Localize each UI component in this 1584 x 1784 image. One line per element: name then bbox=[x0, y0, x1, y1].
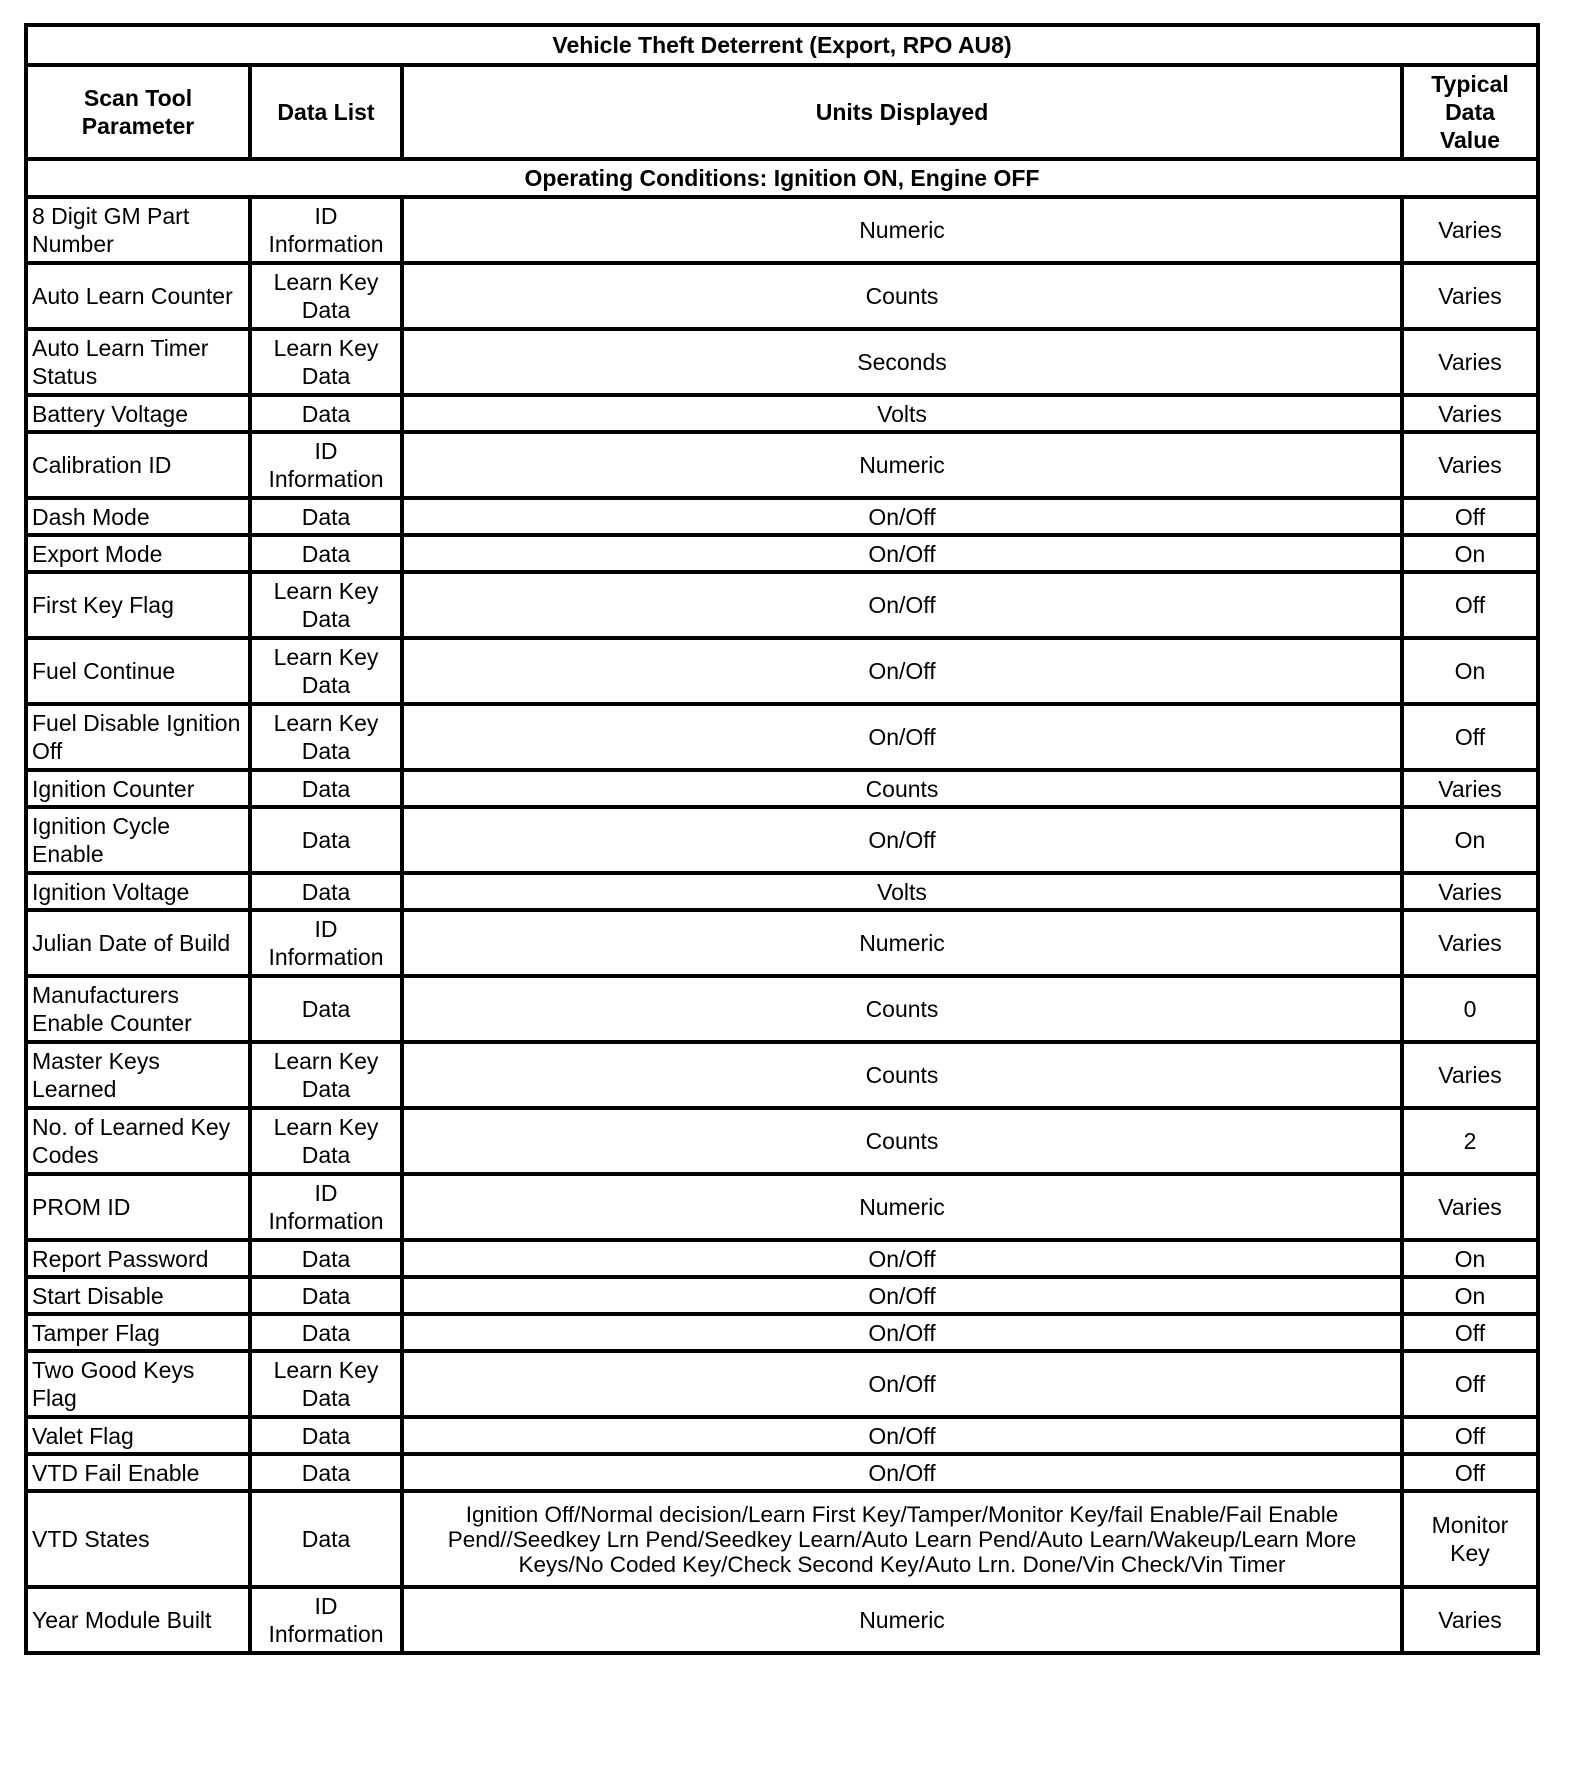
cell-parameter: 8 Digit GM Part Number bbox=[26, 197, 250, 263]
cell-units: On/Off bbox=[402, 498, 1402, 535]
cell-parameter: VTD Fail Enable bbox=[26, 1454, 250, 1491]
cell-data-list: Data bbox=[250, 1454, 402, 1491]
cell-units: Counts bbox=[402, 770, 1402, 807]
cell-data-list: Data bbox=[250, 976, 402, 1042]
table-row bbox=[26, 197, 1538, 263]
table-row bbox=[26, 1042, 1538, 1108]
cell-typical: Off bbox=[1402, 1351, 1538, 1417]
cell-data-list: Data bbox=[250, 1240, 402, 1277]
cell-parameter: Master Keys Learned bbox=[26, 1042, 250, 1108]
cell-parameter: Year Module Built bbox=[26, 1587, 250, 1653]
cell-parameter: Auto Learn Counter bbox=[26, 263, 250, 329]
cell-typical: Varies bbox=[1402, 1587, 1538, 1653]
cell-typical: On bbox=[1402, 1277, 1538, 1314]
cell-data-list: ID Information bbox=[250, 1174, 402, 1240]
cell-data-list: Learn Key Data bbox=[250, 263, 402, 329]
cell-units: On/Off bbox=[402, 572, 1402, 638]
table-row bbox=[26, 807, 1538, 873]
header-row bbox=[26, 65, 1538, 159]
cell-units: Counts bbox=[402, 1042, 1402, 1108]
table-row bbox=[26, 498, 1538, 535]
cell-data-list: ID Information bbox=[250, 910, 402, 976]
cell-parameter: Julian Date of Build bbox=[26, 910, 250, 976]
cell-parameter: Two Good Keys Flag bbox=[26, 1351, 250, 1417]
cell-parameter: Report Password bbox=[26, 1240, 250, 1277]
table-row bbox=[26, 329, 1538, 395]
cell-typical: Off bbox=[1402, 498, 1538, 535]
header-typical: Typical Data Value bbox=[1402, 65, 1538, 159]
table-row bbox=[26, 1174, 1538, 1240]
header-units: Units Displayed bbox=[402, 65, 1402, 159]
cell-parameter: Ignition Cycle Enable bbox=[26, 807, 250, 873]
cell-data-list: Data bbox=[250, 770, 402, 807]
table-row bbox=[26, 1454, 1538, 1491]
cell-typical: Off bbox=[1402, 1454, 1538, 1491]
cell-units: On/Off bbox=[402, 1240, 1402, 1277]
table-body bbox=[26, 197, 1538, 1653]
vtd-scan-tool-data-table bbox=[24, 23, 1540, 1655]
cell-data-list: Learn Key Data bbox=[250, 1108, 402, 1174]
cell-typical: Varies bbox=[1402, 432, 1538, 498]
cell-data-list: Data bbox=[250, 1417, 402, 1454]
cell-units: On/Off bbox=[402, 1277, 1402, 1314]
table-row bbox=[26, 263, 1538, 329]
cell-typical: 2 bbox=[1402, 1108, 1538, 1174]
table-row bbox=[26, 976, 1538, 1042]
cell-data-list: Data bbox=[250, 1314, 402, 1351]
table-row bbox=[26, 638, 1538, 704]
cell-typical: Varies bbox=[1402, 197, 1538, 263]
cell-typical: On bbox=[1402, 1240, 1538, 1277]
cell-units: On/Off bbox=[402, 535, 1402, 572]
cell-units: Counts bbox=[402, 976, 1402, 1042]
table-row bbox=[26, 535, 1538, 572]
cell-units: On/Off bbox=[402, 1351, 1402, 1417]
cell-parameter: PROM ID bbox=[26, 1174, 250, 1240]
cell-typical: Varies bbox=[1402, 910, 1538, 976]
cell-units: Counts bbox=[402, 263, 1402, 329]
cell-parameter: Ignition Voltage bbox=[26, 873, 250, 910]
cell-units: Numeric bbox=[402, 432, 1402, 498]
cell-typical: Varies bbox=[1402, 1174, 1538, 1240]
cell-parameter: Auto Learn Timer Status bbox=[26, 329, 250, 395]
table-row bbox=[26, 395, 1538, 432]
cell-typical: Off bbox=[1402, 1417, 1538, 1454]
cell-data-list: Learn Key Data bbox=[250, 572, 402, 638]
table-row bbox=[26, 1491, 1538, 1587]
cell-units: On/Off bbox=[402, 1314, 1402, 1351]
cell-parameter: Battery Voltage bbox=[26, 395, 250, 432]
cell-data-list: Data bbox=[250, 873, 402, 910]
table-row bbox=[26, 1277, 1538, 1314]
cell-units: On/Off bbox=[402, 638, 1402, 704]
table-row bbox=[26, 1351, 1538, 1417]
table-title: Vehicle Theft Deterrent (Export, RPO AU8) bbox=[26, 25, 1538, 65]
cell-data-list: Data bbox=[250, 498, 402, 535]
cell-units: Volts bbox=[402, 395, 1402, 432]
cell-typical: Varies bbox=[1402, 1042, 1538, 1108]
cell-parameter: First Key Flag bbox=[26, 572, 250, 638]
cell-parameter: Valet Flag bbox=[26, 1417, 250, 1454]
table-row bbox=[26, 1417, 1538, 1454]
cell-data-list: Data bbox=[250, 1277, 402, 1314]
cell-data-list: ID Information bbox=[250, 432, 402, 498]
cell-units: Numeric bbox=[402, 1174, 1402, 1240]
cell-parameter: Export Mode bbox=[26, 535, 250, 572]
cell-data-list: Learn Key Data bbox=[250, 1351, 402, 1417]
cell-typical: Varies bbox=[1402, 395, 1538, 432]
cell-parameter: Manufacturers Enable Counter bbox=[26, 976, 250, 1042]
cell-data-list: ID Information bbox=[250, 1587, 402, 1653]
cell-data-list: Learn Key Data bbox=[250, 329, 402, 395]
cell-data-list: Data bbox=[250, 1491, 402, 1587]
cell-data-list: ID Information bbox=[250, 197, 402, 263]
table-row bbox=[26, 572, 1538, 638]
cell-data-list: Learn Key Data bbox=[250, 704, 402, 770]
cell-units: On/Off bbox=[402, 1417, 1402, 1454]
cell-data-list: Learn Key Data bbox=[250, 638, 402, 704]
cell-units: Volts bbox=[402, 873, 1402, 910]
table-row bbox=[26, 704, 1538, 770]
table-row bbox=[26, 432, 1538, 498]
cell-typical: Off bbox=[1402, 1314, 1538, 1351]
cell-units: Numeric bbox=[402, 910, 1402, 976]
cell-units: Counts bbox=[402, 1108, 1402, 1174]
cell-typical: Varies bbox=[1402, 263, 1538, 329]
header-data-list: Data List bbox=[250, 65, 402, 159]
table-row bbox=[26, 770, 1538, 807]
table-row bbox=[26, 1587, 1538, 1653]
table-row bbox=[26, 1108, 1538, 1174]
operating-conditions: Operating Conditions: Ignition ON, Engine OFF bbox=[26, 159, 1538, 197]
cell-data-list: Data bbox=[250, 395, 402, 432]
cell-parameter: Dash Mode bbox=[26, 498, 250, 535]
cell-units: On/Off bbox=[402, 807, 1402, 873]
cell-parameter: No. of Learned Key Codes bbox=[26, 1108, 250, 1174]
cell-typical: Varies bbox=[1402, 329, 1538, 395]
cell-parameter: Fuel Continue bbox=[26, 638, 250, 704]
cell-units: Ignition Off/Normal decision/Learn First Key/Tamper/Monitor Key/fail Enable/Fail Enable Pend//Seedkey Lrn Pend/Seedkey Learn/Auto Learn Pend/Auto Learn/Wakeup/Learn More Keys/No Coded Key/Check Second Key/Auto Lrn. Done/Vin Check/Vin Timer bbox=[402, 1491, 1402, 1587]
table-row bbox=[26, 1314, 1538, 1351]
cell-parameter: VTD States bbox=[26, 1491, 250, 1587]
cell-units: Numeric bbox=[402, 1587, 1402, 1653]
table-row bbox=[26, 873, 1538, 910]
cell-typical: On bbox=[1402, 535, 1538, 572]
cell-data-list: Learn Key Data bbox=[250, 1042, 402, 1108]
table-row bbox=[26, 910, 1538, 976]
cell-typical: 0 bbox=[1402, 976, 1538, 1042]
cell-parameter: Tamper Flag bbox=[26, 1314, 250, 1351]
cell-parameter: Fuel Disable Ignition Off bbox=[26, 704, 250, 770]
cell-units: Seconds bbox=[402, 329, 1402, 395]
cell-typical: Off bbox=[1402, 704, 1538, 770]
cell-typical: Monitor Key bbox=[1402, 1491, 1538, 1587]
cell-units: On/Off bbox=[402, 704, 1402, 770]
header-parameter: Scan Tool Parameter bbox=[26, 65, 250, 159]
cell-typical: On bbox=[1402, 807, 1538, 873]
cell-typical: Varies bbox=[1402, 873, 1538, 910]
cell-parameter: Calibration ID bbox=[26, 432, 250, 498]
cell-typical: Varies bbox=[1402, 770, 1538, 807]
cell-typical: Off bbox=[1402, 572, 1538, 638]
cell-data-list: Data bbox=[250, 535, 402, 572]
cell-units: On/Off bbox=[402, 1454, 1402, 1491]
cell-data-list: Data bbox=[250, 807, 402, 873]
cell-parameter: Ignition Counter bbox=[26, 770, 250, 807]
cell-typical: On bbox=[1402, 638, 1538, 704]
cell-units: Numeric bbox=[402, 197, 1402, 263]
cell-parameter: Start Disable bbox=[26, 1277, 250, 1314]
table-row bbox=[26, 1240, 1538, 1277]
